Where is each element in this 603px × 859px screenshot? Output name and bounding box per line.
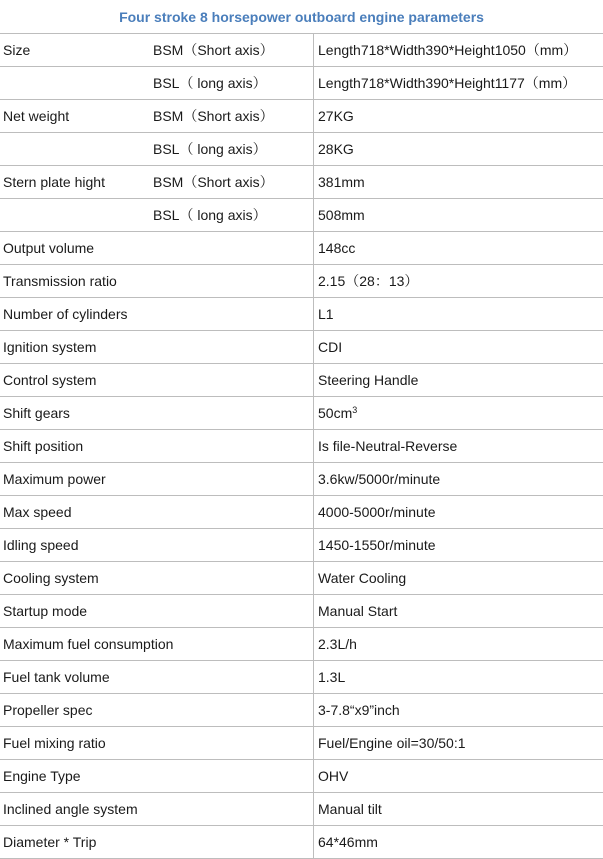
parameter-value-cell	[314, 496, 603, 529]
table-row	[0, 496, 603, 529]
parameter-label-cell	[0, 331, 314, 364]
parameter-value-cell	[314, 265, 603, 298]
parameter-value: 1450-1550r/minute	[318, 537, 436, 553]
parameter-label-cell	[0, 595, 314, 628]
parameter-value-cell	[314, 298, 603, 331]
table-row	[0, 826, 603, 859]
parameter-label-cell	[0, 496, 314, 529]
parameter-value-cell	[314, 331, 603, 364]
parameter-name: Propeller spec	[3, 702, 93, 718]
table-row	[0, 463, 603, 496]
parameter-name: Max speed	[3, 504, 72, 520]
table-row	[0, 430, 603, 463]
parameter-value-cell	[314, 694, 603, 727]
parameter-value-cell	[314, 628, 603, 661]
parameter-name: Cooling system	[3, 570, 99, 586]
parameter-label-cell	[0, 529, 314, 562]
table-row	[0, 265, 603, 298]
table-row	[0, 34, 603, 67]
parameter-value: 64*46mm	[318, 834, 378, 850]
parameter-label-cell	[0, 199, 314, 232]
parameter-label-cell	[0, 727, 314, 760]
parameter-value-cell	[314, 529, 603, 562]
parameter-label-cell	[0, 265, 314, 298]
parameter-variant: BSM（Short axis）	[153, 108, 274, 124]
table-row	[0, 133, 603, 166]
value-superscript: 3	[352, 404, 358, 415]
parameter-name: Shift gears	[3, 405, 70, 421]
parameter-name: Number of cylinders	[3, 306, 128, 322]
parameter-value-cell	[314, 727, 603, 760]
parameter-name: Shift position	[3, 438, 84, 454]
parameter-value-cell	[314, 34, 603, 67]
parameter-value-cell	[314, 595, 603, 628]
parameter-value-cell	[314, 100, 603, 133]
parameter-value: Manual Start	[318, 603, 398, 619]
parameter-label-cell	[0, 364, 314, 397]
parameter-value-cell	[314, 166, 603, 199]
parameter-value: OHV	[318, 768, 349, 784]
parameter-name: Stern plate hight	[3, 174, 105, 190]
parameter-value: 148cc	[318, 240, 356, 256]
parameter-value: L1	[318, 306, 334, 322]
parameter-label-cell	[0, 694, 314, 727]
parameter-label-cell	[0, 826, 314, 859]
table-row	[0, 595, 603, 628]
parameter-value-cell	[314, 793, 603, 826]
parameter-value: Water Cooling	[318, 570, 407, 586]
parameter-value-cell	[314, 760, 603, 793]
parameter-label-cell	[0, 430, 314, 463]
parameter-label-cell	[0, 793, 314, 826]
parameter-value: 27KG	[318, 108, 354, 124]
parameter-label-cell	[0, 562, 314, 595]
parameter-value-cell	[314, 67, 603, 100]
table-row	[0, 628, 603, 661]
table-row	[0, 67, 603, 100]
parameter-name: Idling speed	[3, 537, 79, 553]
table-row	[0, 694, 603, 727]
parameter-value-cell	[314, 826, 603, 859]
table-row	[0, 331, 603, 364]
table-row	[0, 727, 603, 760]
parameter-name: Transmission ratio	[3, 273, 117, 289]
parameter-name: Ignition system	[3, 339, 97, 355]
parameter-value: Is file-Neutral-Reverse	[318, 438, 458, 454]
parameter-value-cell	[314, 199, 603, 232]
table-row	[0, 364, 603, 397]
parameter-name: Startup mode	[3, 603, 88, 619]
table-row	[0, 562, 603, 595]
parameter-label-cell	[0, 463, 314, 496]
parameter-value: CDI	[318, 339, 343, 355]
parameter-name: Diameter * Trip	[3, 834, 97, 850]
parameter-value: Length718*Width390*Height1177（mm）	[318, 75, 577, 91]
parameter-name: Engine Type	[3, 768, 81, 784]
parameter-label-cell	[0, 661, 314, 694]
parameter-value-cell	[314, 364, 603, 397]
parameter-variant: BSL（ long axis）	[153, 75, 267, 91]
parameter-value: 2.15（28：13）	[318, 273, 419, 289]
parameter-value-cell	[314, 463, 603, 496]
parameter-value: Length718*Width390*Height1050（mm）	[318, 42, 578, 58]
parameter-value: Fuel/Engine oil=30/50:1	[318, 735, 466, 751]
parameter-label-cell	[0, 232, 314, 265]
parameter-value: 1.3L	[318, 669, 346, 685]
parameter-value: 28KG	[318, 141, 354, 157]
parameter-value: Steering Handle	[318, 372, 419, 388]
parameter-value: 2.3L/h	[318, 636, 357, 652]
parameter-value-cell	[314, 133, 603, 166]
parameter-name: Net weight	[3, 108, 70, 124]
parameters-table	[0, 34, 603, 859]
parameter-name: Maximum fuel consumption	[3, 636, 174, 652]
parameter-name: Inclined angle system	[3, 801, 138, 817]
table-row	[0, 760, 603, 793]
table-row	[0, 100, 603, 133]
table-row	[0, 232, 603, 265]
parameter-label-cell	[0, 166, 314, 199]
parameter-name: Fuel tank volume	[3, 669, 110, 685]
parameter-variant: BSL（ long axis）	[153, 207, 267, 223]
parameter-label-cell	[0, 67, 314, 100]
table-row	[0, 166, 603, 199]
table-row	[0, 397, 603, 430]
parameter-name: Size	[3, 42, 31, 58]
parameter-value-cell	[314, 397, 603, 430]
parameter-label-cell	[0, 628, 314, 661]
parameter-value-cell	[314, 232, 603, 265]
parameter-label-cell	[0, 133, 314, 166]
table-row	[0, 661, 603, 694]
parameter-name: Output volume	[3, 240, 95, 256]
parameter-value: 3-7.8“x9”inch	[318, 702, 400, 718]
parameter-name: Fuel mixing ratio	[3, 735, 106, 751]
table-row	[0, 298, 603, 331]
parameter-variant: BSM（Short axis）	[153, 42, 274, 58]
parameter-name: Maximum power	[3, 471, 106, 487]
parameter-name: Control system	[3, 372, 97, 388]
parameter-label-cell	[0, 298, 314, 331]
parameter-variant: BSL（ long axis）	[153, 141, 267, 157]
parameter-label-cell	[0, 397, 314, 430]
parameter-value-cell	[314, 562, 603, 595]
parameter-value: Manual tilt	[318, 801, 382, 817]
parameter-value: 50cm	[318, 405, 353, 422]
parameter-label-cell	[0, 760, 314, 793]
parameter-value: 381mm	[318, 174, 365, 190]
table-row	[0, 793, 603, 826]
parameter-value: 508mm	[318, 207, 365, 223]
parameter-value: 3.6kw/5000r/minute	[318, 471, 441, 487]
parameter-value: 4000-5000r/minute	[318, 504, 436, 520]
table-row	[0, 529, 603, 562]
parameter-label-cell	[0, 34, 314, 67]
parameter-variant: BSM（Short axis）	[153, 174, 274, 190]
parameter-value-cell	[314, 661, 603, 694]
parameter-label-cell	[0, 100, 314, 133]
sheet-title: Four stroke 8 horsepower outboard engine parameters	[0, 0, 603, 34]
table-row	[0, 199, 603, 232]
parameter-value-cell	[314, 430, 603, 463]
